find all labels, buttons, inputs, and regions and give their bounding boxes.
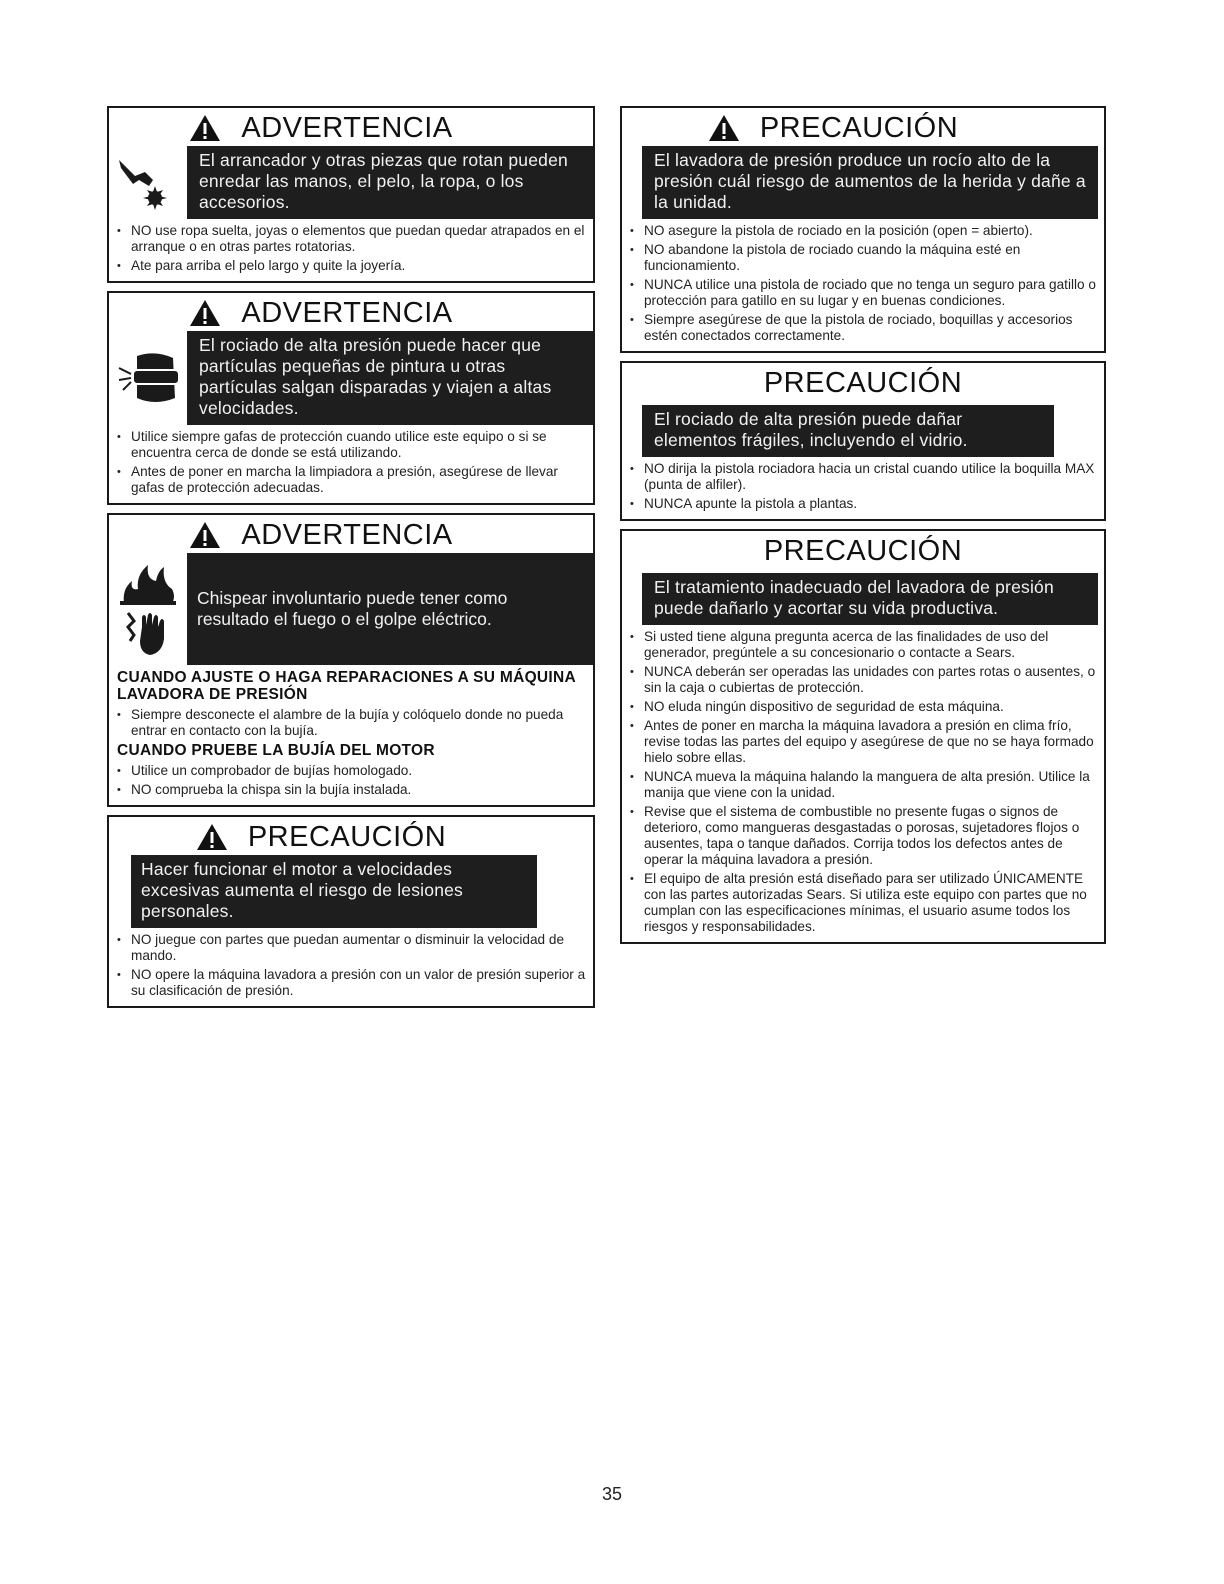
caution-header — [622, 363, 1104, 401]
caution-band-text: Hacer funcionar el motor a velocidades excesivas aumenta el riesgo de lesiones personales. — [131, 855, 537, 928]
list-item: • Utilice un comprobador de bujías homologado. — [117, 763, 587, 779]
caution-box-spray — [620, 106, 1106, 353]
entanglement-hand-icon — [109, 146, 187, 219]
header-label: ADVERTENCIA — [241, 518, 453, 551]
bullet-list — [622, 629, 1104, 935]
warning-box-sparks — [107, 513, 595, 807]
warning-triangle-icon — [189, 521, 221, 549]
section-subheading: CUANDO AJUSTE O HAGA REPARACIONES A SU MÁQUINA LAVADORA DE PRESIÓN — [117, 669, 576, 703]
fire-icon — [118, 559, 178, 607]
warning-band-text: El rociado de alta presión puede hacer que partículas pequeñas de pintura u otras partículas salgan disparadas y viajen a altas velocidades. — [187, 331, 593, 425]
bullet-list — [109, 763, 593, 798]
warning-band-row — [109, 331, 593, 425]
list-item: • El equipo de alta presión está diseñado para ser utilizado ÚNICAMENTE con las partes autorizadas Sears. Si utiliza este equipo con partes que no cumplan con las especificaciones mínimas, el usuario asume todos los riesgos y responsabilidades. — [630, 871, 1098, 935]
list-item: • Revise que el sistema de combustible no presente fugas o signos de deterioro, como mangueras desgastadas o porosas, sujetadores flojos o ausentes, tapa o tanque dañados. Corrija todos los defectos antes de operar la máquina lavadora a presión. — [630, 804, 1098, 868]
list-item: • NO use ropa suelta, joyas o elementos que puedan quedar atrapados en el arranque o en otras partes rotatorias. — [117, 223, 587, 255]
warning-band-row — [109, 146, 593, 219]
list-item: • NO dirija la pistola rociadora hacia un cristal cuando utilice la boquilla MAX (punta de alfiler). — [630, 461, 1098, 493]
bullet-list — [622, 461, 1104, 512]
caution-header — [622, 531, 1104, 569]
caution-band-text: El tratamiento inadecuado del lavadora de presión puede dañarlo y acortar su vida productiva. — [642, 573, 1098, 625]
caution-header — [622, 108, 1104, 146]
list-item: • NUNCA utilice una pistola de rociado que no tenga un seguro para gatillo o protección para gatillo en su lugar y en buenas condiciones. — [630, 277, 1098, 309]
list-item: • NO comprueba la chispa sin la bujía instalada. — [117, 782, 587, 798]
caution-box-treatment — [620, 529, 1106, 944]
list-item: • Siempre desconecte el alambre de la bujía y colóquelo donde no pueda entrar en contacto con la bujía. — [117, 707, 587, 739]
warning-box-entanglement — [107, 106, 595, 283]
bullet-list — [109, 932, 593, 999]
caution-band-text: El lavadora de presión produce un rocío alto de la presión cuál riesgo de aumentos de la herida y dañe a la unidad. — [642, 146, 1098, 219]
warning-triangle-icon — [708, 114, 740, 142]
list-item: • Antes de poner en marcha la máquina lavadora a presión en clima frío, revise todas las partes del equipo y asegúrese de que no se haya formado hielo sobre ellas. — [630, 718, 1098, 766]
caution-box-speed — [107, 815, 595, 1008]
section-subheading: CUANDO PRUEBE LA BUJÍA DEL MOTOR — [117, 742, 435, 759]
header-label: PRECAUCIÓN — [763, 366, 963, 399]
list-item: • NUNCA deberán ser operadas las unidades con partes rotas o ausentes, o sin la caja o cubiertas de protección. — [630, 664, 1098, 696]
bullet-list — [622, 223, 1104, 344]
warning-triangle-icon — [189, 299, 221, 327]
warning-triangle-icon — [189, 114, 221, 142]
caution-header — [109, 817, 593, 855]
list-item: • Utilice siempre gafas de protección cuando utilice este equipo o si se encuentra cerca de donde se está utilizando. — [117, 429, 587, 461]
warning-header — [109, 515, 593, 553]
list-item: • NUNCA mueva la máquina halando la manguera de alta presión. Utilice la manija que viene con la unidad. — [630, 769, 1098, 801]
page-number: 35 — [601, 1484, 623, 1504]
list-item: • NO opere la máquina lavadora a presión con un valor de presión superior a su clasificación de presión. — [117, 967, 587, 999]
safety-goggles-icon — [109, 331, 187, 425]
left-column — [107, 106, 595, 1016]
caution-box-fragile — [620, 361, 1106, 521]
warning-triangle-icon — [196, 823, 228, 851]
list-item: • Siempre asegúrese de que la pistola de rociado, boquillas y accesorios estén conectados correctamente. — [630, 312, 1098, 344]
electric-shock-icon — [122, 607, 174, 659]
list-item: • Ate para arriba el pelo largo y quite la joyería. — [117, 258, 587, 274]
warning-band-text: Chispear involuntario puede tener como resultado el fuego o el golpe eléctrico. — [187, 553, 593, 665]
list-item: • Si usted tiene alguna pregunta acerca de las finalidades de uso del generador, pregúntele a su concesionario o contacte a Sears. — [630, 629, 1098, 661]
warning-band-text: El arrancador y otras piezas que rotan pueden enredar las manos, el pelo, la ropa, o los accesorios. — [187, 146, 593, 219]
list-item: • NO asegure la pistola de rociado en la posición (open = abierto). — [630, 223, 1098, 239]
icon-stack — [109, 553, 187, 665]
header-label: PRECAUCIÓN — [763, 534, 963, 567]
list-item: • NUNCA apunte la pistola a plantas. — [630, 496, 1098, 512]
caution-band-text: El rociado de alta presión puede dañar elementos frágiles, incluyendo el vidrio. — [642, 405, 1054, 457]
header-label: PRECAUCIÓN — [247, 820, 447, 853]
warning-band-row — [109, 553, 593, 665]
list-item: • NO abandone la pistola de rociado cuando la máquina esté en funcionamiento. — [630, 242, 1098, 274]
list-item: • NO eluda ningún dispositivo de seguridad de esta máquina. — [630, 699, 1098, 715]
list-item: • Antes de poner en marcha la limpiadora a presión, asegúrese de llevar gafas de protección adecuadas. — [117, 464, 587, 496]
bullet-list — [109, 223, 593, 274]
warning-header — [109, 293, 593, 331]
header-label: ADVERTENCIA — [241, 296, 453, 329]
list-item: • NO juegue con partes que puedan aumentar o disminuir la velocidad de mando. — [117, 932, 587, 964]
warning-header — [109, 108, 593, 146]
right-column — [620, 106, 1106, 952]
header-label: PRECAUCIÓN — [759, 111, 959, 144]
warning-box-high-pressure — [107, 291, 595, 505]
bullet-list — [109, 707, 593, 739]
header-label: ADVERTENCIA — [241, 111, 453, 144]
bullet-list — [109, 429, 593, 496]
